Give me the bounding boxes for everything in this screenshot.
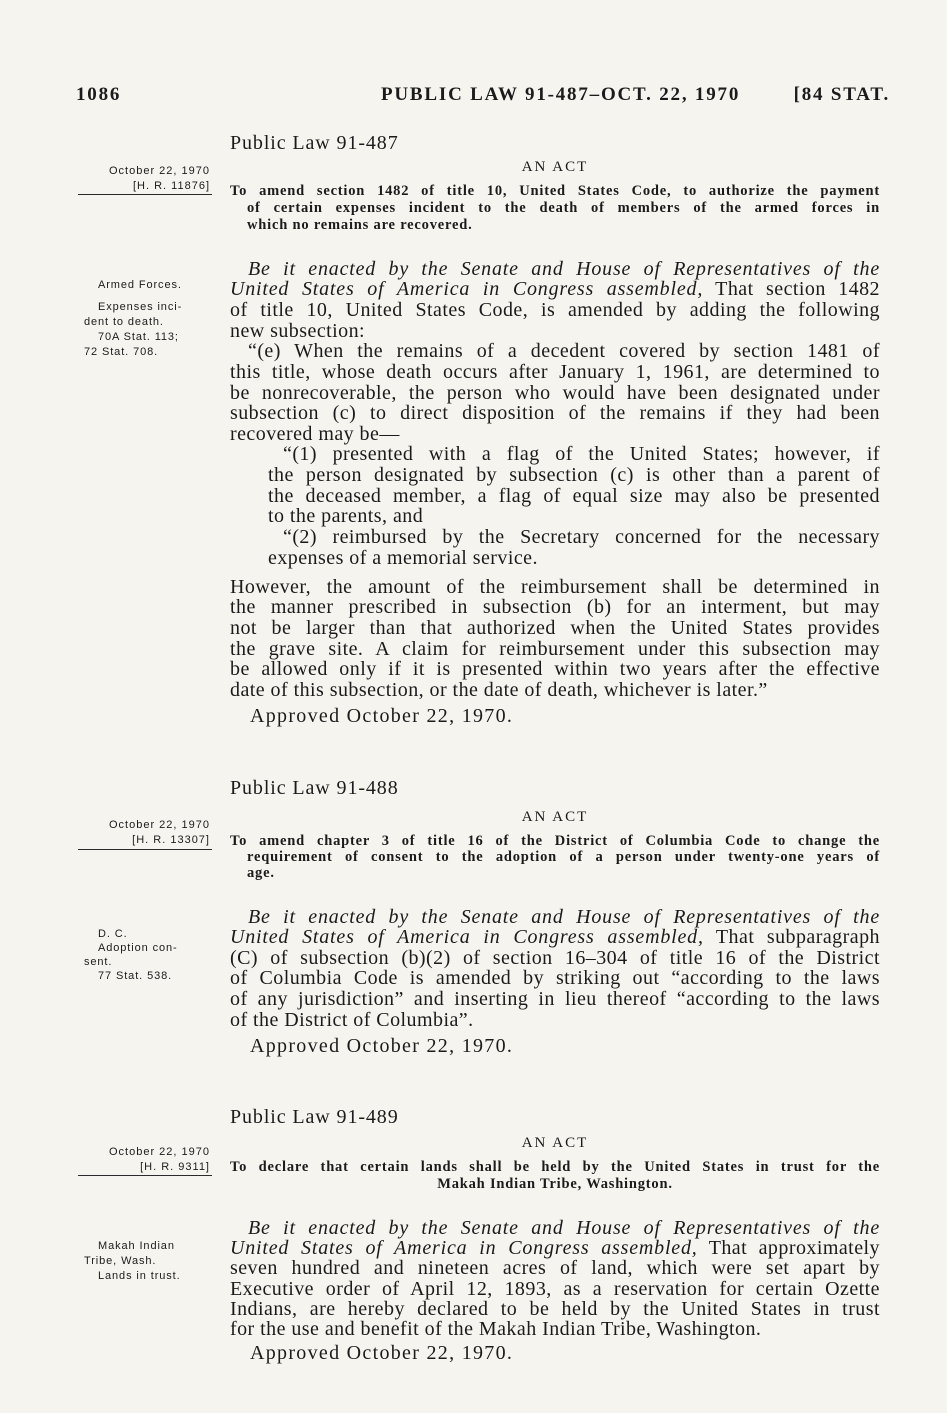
- enacting-clause-line: [230, 1238, 880, 1258]
- body-line: Indians, are hereby declared to be held by the United States in trust: [230, 1297, 880, 1320]
- margin-bill-number: [H. R. 11876]: [133, 179, 210, 192]
- body-line: recovered may be—: [230, 422, 400, 445]
- body-line: new subsection:: [230, 319, 366, 342]
- enacting-clause-italic: Be it enacted by the Senate and House of Representatives of the: [248, 257, 880, 280]
- margin-note: Lands in trust.: [98, 1269, 181, 1282]
- body-text: [230, 907, 880, 1031]
- enacting-clause-line: [230, 279, 880, 300]
- margin-note: dent to death.: [84, 315, 164, 328]
- enacting-clause-text: That approximately: [708, 1237, 880, 1260]
- body-line: of Columbia Code is amended by striking out “according to the laws: [230, 967, 880, 990]
- law-title: Public Law 91-489: [230, 1106, 399, 1128]
- enacting-clause-text: That section 1482: [715, 278, 881, 301]
- body-line: the person designated by subsection (c) is other than a parent of: [268, 464, 880, 487]
- margin-note: D. C.: [98, 928, 128, 940]
- act-heading: AN ACT: [521, 809, 589, 825]
- margin-note: 72 Stat. 708.: [84, 345, 159, 358]
- margin-note: 77 Stat. 538.: [98, 970, 173, 982]
- margin-note: Armed Forces.: [98, 278, 182, 291]
- synopsis-line: which no remains are recovered.: [247, 216, 473, 233]
- synopsis-line: To amend section 1482 of title 10, United States Code, to authorize the payment: [230, 182, 880, 199]
- body-text: [230, 577, 880, 701]
- body-line: the grave site. A claim for reimbursement under this subsection may: [230, 637, 880, 660]
- body-line: not be larger than that authorized when the United States provides: [230, 616, 880, 639]
- synopsis-line: Makah Indian Tribe, Washington.: [437, 1175, 673, 1192]
- margin-notes: [84, 278, 212, 360]
- margin-rule: [78, 849, 212, 850]
- enacting-clause-line: [230, 259, 880, 280]
- body-line: the deceased member, a flag of equal size may also be presented: [268, 484, 880, 507]
- enacting-clause-line: [230, 1218, 880, 1238]
- enacting-clause-line: [230, 927, 880, 948]
- margin-bill-number: [H. R. 9311]: [140, 1160, 210, 1173]
- margin-date-block: [78, 164, 210, 194]
- body-line: “(1) presented with a flag of the United States; however, if: [283, 443, 880, 466]
- law-title: Public Law 91-488: [230, 777, 399, 799]
- body-text: [230, 1218, 880, 1339]
- enacting-clause-italic: Be it enacted by the Senate and House of Representatives of the: [248, 1216, 880, 1239]
- margin-note: sent.: [84, 956, 113, 968]
- body-line: this title, whose death occurs after January 1, 1961, are determined to: [230, 360, 880, 383]
- enacting-clause-italic: United States of America in Congress assembled,: [230, 278, 704, 301]
- act-heading: AN ACT: [521, 159, 589, 175]
- margin-notes: [84, 927, 212, 983]
- margin-rule: [78, 1175, 212, 1176]
- body-line: Executive order of April 12, 1893, as a reservation for certain Ozette: [230, 1277, 880, 1300]
- volume-citation: [84 STAT.: [793, 84, 890, 105]
- body-line: subsection (c) to direct disposition of the remains if they had been: [230, 402, 880, 425]
- enacting-clause-text: That subparagraph: [715, 926, 880, 949]
- body-line: of the District of Columbia”.: [230, 1008, 474, 1031]
- body-line: However, the amount of the reimbursement shall be determined in: [230, 575, 880, 598]
- margin-note: 70A Stat. 113;: [98, 330, 179, 343]
- synopsis-line: age.: [247, 865, 275, 881]
- body-line: of title 10, United States Code, is amended by adding the following: [230, 298, 880, 321]
- synopsis: [230, 183, 880, 234]
- margin-notes: [84, 1239, 212, 1284]
- body-line: expenses of a memorial service.: [268, 546, 538, 569]
- law-title: Public Law 91-487: [230, 132, 399, 154]
- enacting-clause-italic: Be it enacted by the Senate and House of Representatives of the: [248, 905, 880, 928]
- margin-rule: [78, 194, 212, 195]
- body-line: for the use and benefit of the Makah Indian Tribe, Washington.: [230, 1317, 762, 1340]
- synopsis: [230, 833, 880, 881]
- body-line: of any jurisdiction” and inserting in lieu thereof “according to the laws: [230, 988, 880, 1011]
- margin-date-block: [78, 1145, 210, 1175]
- body-text: [230, 259, 880, 569]
- margin-note: Adoption con-: [98, 942, 178, 954]
- margin-note: Expenses inci-: [98, 300, 183, 313]
- enacting-clause-line: [230, 907, 880, 928]
- margin-date: October 22, 1970: [108, 1145, 210, 1158]
- body-line: (C) of subsection (b)(2) of section 16–304 of title 16 of the District: [230, 946, 880, 969]
- synopsis: [230, 1159, 880, 1193]
- body-line: date of this subsection, or the date of death, whichever is later.”: [230, 678, 768, 701]
- body-line: to the parents, and: [268, 505, 424, 528]
- body-line: “(e) When the remains of a decedent covered by section 1481 of: [248, 340, 880, 363]
- approval-date: Approved October 22, 1970.: [250, 704, 514, 727]
- enacting-clause-italic: United States of America in Congress assembled,: [230, 1237, 698, 1260]
- synopsis-line: To amend chapter 3 of title 16 of the District of Columbia Code to change the: [230, 833, 880, 849]
- body-line: be allowed only if it is presented within two years after the effective: [230, 658, 880, 681]
- margin-note: Tribe, Wash.: [84, 1254, 157, 1267]
- approval-date: Approved October 22, 1970.: [250, 1341, 514, 1364]
- act-heading: AN ACT: [521, 1135, 589, 1151]
- body-line: the manner prescribed in subsection (b) for an interment, but may: [230, 596, 880, 619]
- margin-bill-number: [H. R. 13307]: [132, 833, 210, 846]
- approval-date: Approved October 22, 1970.: [250, 1034, 514, 1057]
- body-line: “(2) reimbursed by the Secretary concerned for the necessary: [283, 526, 880, 549]
- running-title: PUBLIC LAW 91-487–OCT. 22, 1970: [381, 84, 741, 105]
- synopsis-line: of certain expenses incident to the death of members of the armed forces in: [247, 199, 880, 216]
- enacting-clause-italic: United States of America in Congress assembled,: [230, 926, 704, 949]
- synopsis-line: requirement of consent to the adoption of a person under twenty-one years of: [247, 849, 880, 865]
- margin-date: October 22, 1970: [108, 818, 210, 831]
- body-line: seven hundred and nineteen acres of land, which were set apart by: [230, 1257, 880, 1280]
- body-line: be nonrecoverable, the person who would have been designated under: [230, 381, 880, 404]
- margin-date: October 22, 1970: [108, 164, 210, 177]
- margin-date-block: [78, 818, 210, 848]
- margin-note: Makah Indian: [98, 1239, 175, 1252]
- page-number: 1086: [76, 84, 122, 105]
- synopsis-line: To declare that certain lands shall be held by the United States in trust for the: [230, 1158, 880, 1175]
